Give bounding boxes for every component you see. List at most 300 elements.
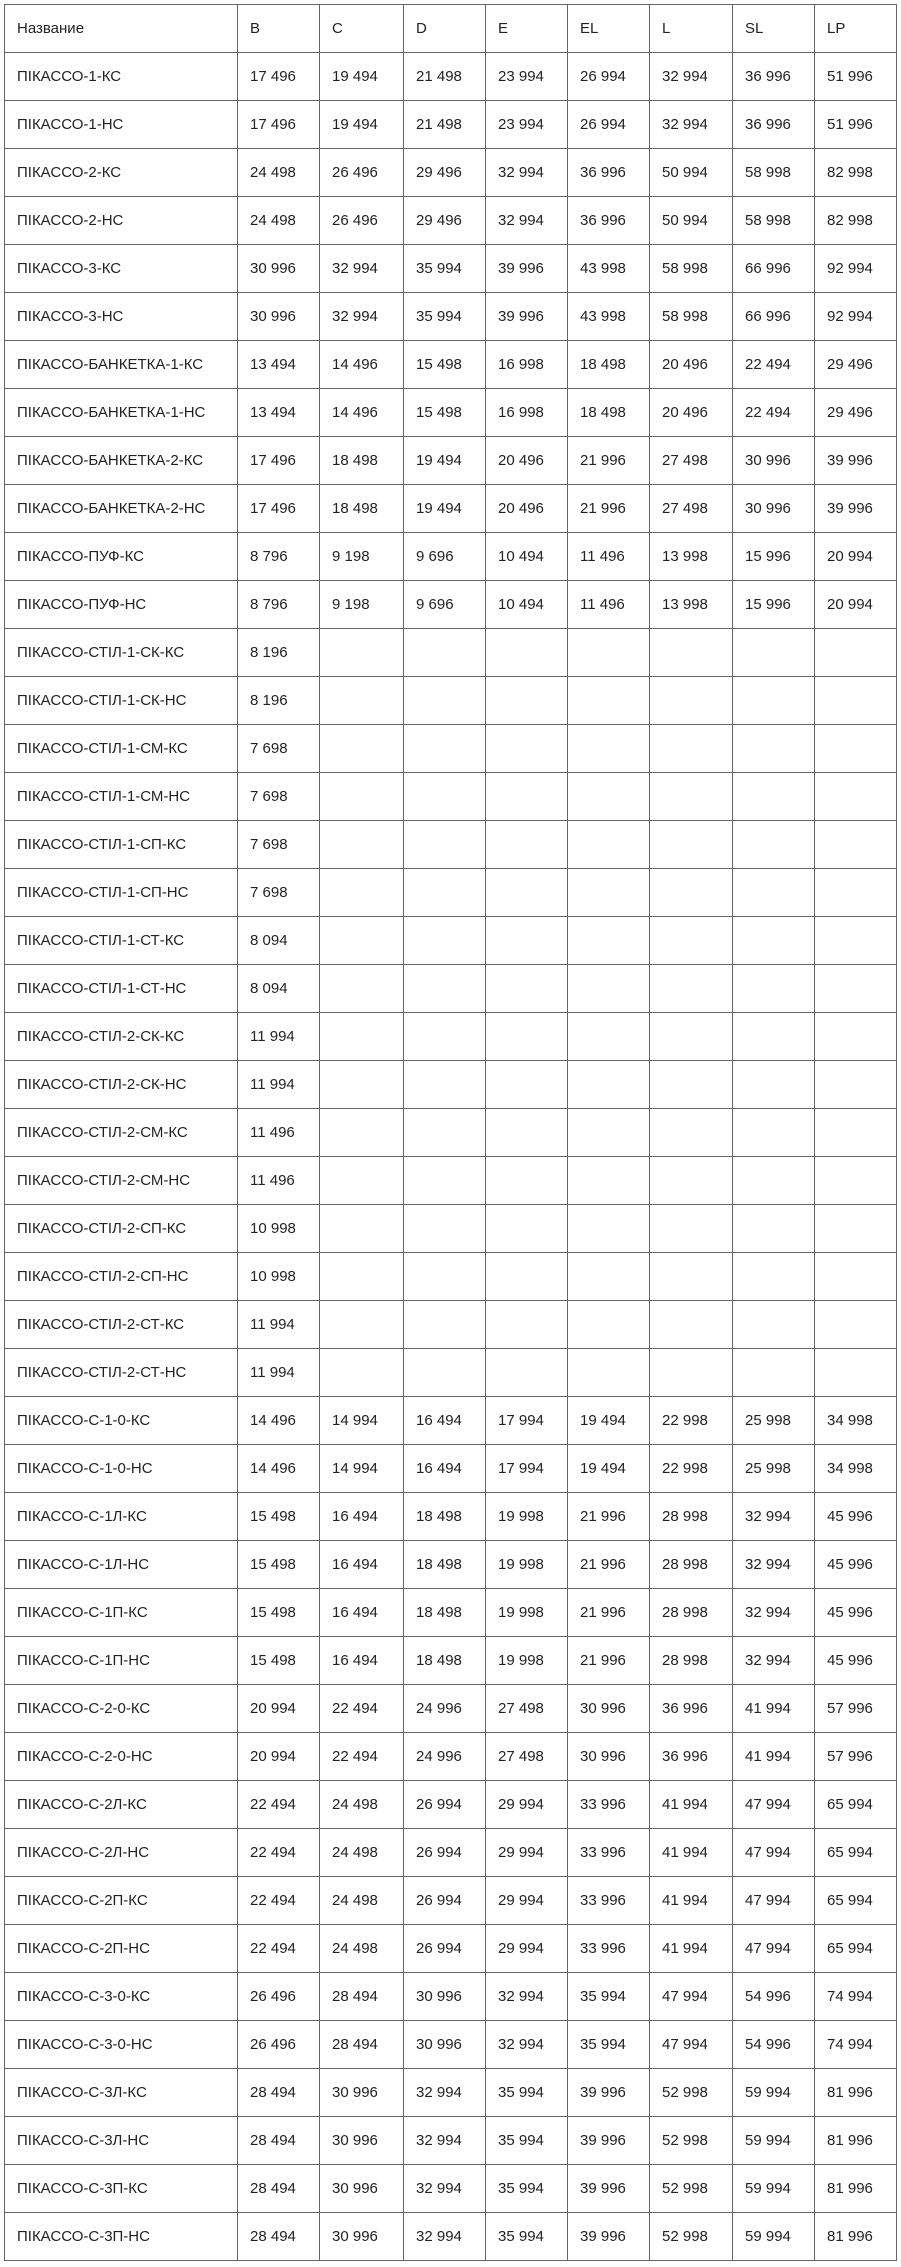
price-cell-sl — [733, 821, 815, 869]
table-row — [5, 2213, 897, 2261]
price-cell-el: 43 998 — [568, 293, 650, 341]
price-cell-e — [486, 821, 568, 869]
price-cell-c — [320, 1301, 404, 1349]
price-cell-el: 33 996 — [568, 1829, 650, 1877]
price-cell-b: 7 698 — [238, 773, 320, 821]
price-cell-b: 15 498 — [238, 1541, 320, 1589]
price-cell-d — [404, 965, 486, 1013]
price-cell-e — [486, 1013, 568, 1061]
price-cell-l — [650, 917, 733, 965]
price-cell-l — [650, 725, 733, 773]
price-cell-e: 29 994 — [486, 1829, 568, 1877]
column-header-d: D — [404, 5, 486, 53]
column-header-lp: LP — [815, 5, 897, 53]
price-cell-el: 21 996 — [568, 1493, 650, 1541]
table-row — [5, 101, 897, 149]
price-cell-el: 19 494 — [568, 1445, 650, 1493]
price-cell-c: 24 498 — [320, 1829, 404, 1877]
price-cell-el: 18 498 — [568, 341, 650, 389]
price-cell-sl — [733, 725, 815, 773]
product-name-cell: ПІКАССО-СТІЛ-2-СМ-КС — [5, 1109, 238, 1157]
price-cell-el: 21 996 — [568, 1541, 650, 1589]
price-cell-el — [568, 917, 650, 965]
price-cell-e: 29 994 — [486, 1925, 568, 1973]
price-cell-lp: 92 994 — [815, 245, 897, 293]
price-cell-b: 10 998 — [238, 1205, 320, 1253]
price-cell-d: 21 498 — [404, 53, 486, 101]
price-cell-c — [320, 821, 404, 869]
price-cell-d — [404, 917, 486, 965]
price-cell-lp: 51 996 — [815, 101, 897, 149]
product-name-cell: ПІКАССО-С-2Л-НС — [5, 1829, 238, 1877]
price-cell-e: 35 994 — [486, 2117, 568, 2165]
price-cell-lp — [815, 677, 897, 725]
price-cell-d: 21 498 — [404, 101, 486, 149]
price-cell-b: 11 496 — [238, 1157, 320, 1205]
price-cell-sl: 32 994 — [733, 1589, 815, 1637]
price-cell-l: 20 496 — [650, 389, 733, 437]
price-cell-e — [486, 1205, 568, 1253]
table-row — [5, 725, 897, 773]
price-cell-e: 32 994 — [486, 197, 568, 245]
price-cell-c: 30 996 — [320, 2069, 404, 2117]
price-cell-sl: 47 994 — [733, 1877, 815, 1925]
product-name-cell: ПІКАССО-СТІЛ-2-СМ-НС — [5, 1157, 238, 1205]
price-cell-el: 26 994 — [568, 53, 650, 101]
price-cell-d — [404, 725, 486, 773]
table-row — [5, 1829, 897, 1877]
price-cell-d: 16 494 — [404, 1445, 486, 1493]
price-cell-b: 13 494 — [238, 341, 320, 389]
table-row — [5, 197, 897, 245]
price-cell-l — [650, 1349, 733, 1397]
price-cell-c — [320, 725, 404, 773]
price-cell-sl: 59 994 — [733, 2165, 815, 2213]
price-cell-d: 26 994 — [404, 1781, 486, 1829]
price-cell-l — [650, 1157, 733, 1205]
product-name-cell: ПІКАССО-С-1Л-НС — [5, 1541, 238, 1589]
price-cell-sl: 41 994 — [733, 1685, 815, 1733]
price-cell-l: 50 994 — [650, 197, 733, 245]
price-cell-lp: 20 994 — [815, 533, 897, 581]
table-row — [5, 533, 897, 581]
price-cell-d — [404, 773, 486, 821]
price-cell-sl: 59 994 — [733, 2213, 815, 2261]
price-cell-l — [650, 1253, 733, 1301]
price-cell-d: 19 494 — [404, 437, 486, 485]
price-cell-sl: 30 996 — [733, 485, 815, 533]
product-name-cell: ПІКАССО-СТІЛ-2-СК-КС — [5, 1013, 238, 1061]
price-cell-d: 32 994 — [404, 2117, 486, 2165]
price-cell-e: 35 994 — [486, 2069, 568, 2117]
product-name-cell: ПІКАССО-2-НС — [5, 197, 238, 245]
price-cell-c — [320, 773, 404, 821]
price-cell-sl — [733, 965, 815, 1013]
price-cell-b: 15 498 — [238, 1637, 320, 1685]
price-cell-lp: 65 994 — [815, 1877, 897, 1925]
price-cell-c: 28 494 — [320, 1973, 404, 2021]
price-cell-c — [320, 917, 404, 965]
product-name-cell: ПІКАССО-СТІЛ-1-СП-НС — [5, 869, 238, 917]
price-cell-c: 19 494 — [320, 101, 404, 149]
price-cell-sl — [733, 773, 815, 821]
product-name-cell: ПІКАССО-ПУФ-НС — [5, 581, 238, 629]
price-cell-c: 32 994 — [320, 245, 404, 293]
table-row — [5, 1061, 897, 1109]
price-cell-b: 14 496 — [238, 1445, 320, 1493]
price-cell-c: 32 994 — [320, 293, 404, 341]
price-cell-lp — [815, 1013, 897, 1061]
price-cell-e: 17 994 — [486, 1397, 568, 1445]
price-cell-lp: 45 996 — [815, 1637, 897, 1685]
product-name-cell: ПІКАССО-С-1-0-НС — [5, 1445, 238, 1493]
price-cell-el: 33 996 — [568, 1781, 650, 1829]
price-cell-l: 52 998 — [650, 2213, 733, 2261]
price-cell-b: 28 494 — [238, 2213, 320, 2261]
table-row — [5, 1781, 897, 1829]
price-cell-lp — [815, 1109, 897, 1157]
price-cell-c — [320, 1109, 404, 1157]
price-cell-el: 39 996 — [568, 2165, 650, 2213]
price-cell-lp: 45 996 — [815, 1589, 897, 1637]
price-cell-b: 8 796 — [238, 581, 320, 629]
table-row — [5, 53, 897, 101]
price-cell-d — [404, 869, 486, 917]
product-name-cell: ПІКАССО-3-НС — [5, 293, 238, 341]
price-cell-b: 22 494 — [238, 1925, 320, 1973]
price-cell-sl — [733, 917, 815, 965]
table-row — [5, 1541, 897, 1589]
price-cell-l: 52 998 — [650, 2165, 733, 2213]
price-cell-e: 29 994 — [486, 1781, 568, 1829]
price-cell-sl: 25 998 — [733, 1445, 815, 1493]
price-cell-e: 10 494 — [486, 581, 568, 629]
table-row — [5, 1589, 897, 1637]
price-cell-d: 19 494 — [404, 485, 486, 533]
price-cell-b: 20 994 — [238, 1733, 320, 1781]
price-cell-b: 28 494 — [238, 2069, 320, 2117]
product-name-cell: ПІКАССО-СТІЛ-2-СП-НС — [5, 1253, 238, 1301]
price-cell-c: 24 498 — [320, 1877, 404, 1925]
price-cell-c: 24 498 — [320, 1781, 404, 1829]
price-cell-d: 24 996 — [404, 1733, 486, 1781]
price-cell-l: 41 994 — [650, 1829, 733, 1877]
product-name-cell: ПІКАССО-СТІЛ-1-СТ-КС — [5, 917, 238, 965]
price-cell-l — [650, 1013, 733, 1061]
price-cell-lp — [815, 1349, 897, 1397]
price-cell-sl: 59 994 — [733, 2117, 815, 2165]
price-cell-lp: 65 994 — [815, 1829, 897, 1877]
price-cell-c — [320, 1349, 404, 1397]
product-name-cell: ПІКАССО-С-1П-КС — [5, 1589, 238, 1637]
price-cell-lp: 82 998 — [815, 197, 897, 245]
price-cell-l: 52 998 — [650, 2069, 733, 2117]
table-row — [5, 1157, 897, 1205]
price-cell-c: 28 494 — [320, 2021, 404, 2069]
table-row — [5, 1637, 897, 1685]
table-row — [5, 485, 897, 533]
price-cell-c — [320, 1013, 404, 1061]
price-cell-sl: 15 996 — [733, 533, 815, 581]
price-cell-b: 11 994 — [238, 1061, 320, 1109]
price-cell-sl: 58 998 — [733, 197, 815, 245]
price-cell-b: 8 196 — [238, 677, 320, 725]
table-row — [5, 245, 897, 293]
price-cell-c: 30 996 — [320, 2213, 404, 2261]
table-row — [5, 581, 897, 629]
price-cell-c: 14 994 — [320, 1445, 404, 1493]
price-cell-l: 52 998 — [650, 2117, 733, 2165]
product-name-cell: ПІКАССО-С-2П-КС — [5, 1877, 238, 1925]
price-cell-lp — [815, 1301, 897, 1349]
price-cell-el — [568, 869, 650, 917]
price-cell-sl: 41 994 — [733, 1733, 815, 1781]
price-cell-e: 19 998 — [486, 1493, 568, 1541]
price-cell-sl: 32 994 — [733, 1637, 815, 1685]
price-cell-l — [650, 821, 733, 869]
price-cell-sl: 36 996 — [733, 101, 815, 149]
table-row — [5, 1445, 897, 1493]
price-cell-l — [650, 869, 733, 917]
price-cell-l: 47 994 — [650, 2021, 733, 2069]
price-cell-d: 26 994 — [404, 1925, 486, 1973]
price-cell-c — [320, 629, 404, 677]
price-cell-sl: 66 996 — [733, 293, 815, 341]
price-cell-d: 26 994 — [404, 1877, 486, 1925]
price-cell-c: 18 498 — [320, 437, 404, 485]
price-cell-l: 50 994 — [650, 149, 733, 197]
price-cell-lp: 92 994 — [815, 293, 897, 341]
price-cell-lp: 57 996 — [815, 1733, 897, 1781]
product-name-cell: ПІКАССО-С-1Л-КС — [5, 1493, 238, 1541]
product-name-cell: ПІКАССО-1-КС — [5, 53, 238, 101]
price-cell-sl — [733, 1253, 815, 1301]
price-cell-c — [320, 1205, 404, 1253]
price-cell-el — [568, 1157, 650, 1205]
price-cell-el: 21 996 — [568, 1637, 650, 1685]
price-cell-c: 14 994 — [320, 1397, 404, 1445]
table-row — [5, 965, 897, 1013]
price-cell-c: 26 496 — [320, 197, 404, 245]
product-name-cell: ПІКАССО-С-2П-НС — [5, 1925, 238, 1973]
price-cell-e: 27 498 — [486, 1733, 568, 1781]
price-cell-d: 9 696 — [404, 533, 486, 581]
table-row — [5, 1685, 897, 1733]
product-name-cell: ПІКАССО-С-1-0-КС — [5, 1397, 238, 1445]
price-cell-el: 39 996 — [568, 2069, 650, 2117]
price-cell-b: 30 996 — [238, 245, 320, 293]
table-row — [5, 1493, 897, 1541]
price-cell-sl: 15 996 — [733, 581, 815, 629]
price-cell-el: 43 998 — [568, 245, 650, 293]
price-cell-c: 22 494 — [320, 1685, 404, 1733]
price-cell-b: 22 494 — [238, 1829, 320, 1877]
price-cell-lp — [815, 869, 897, 917]
price-cell-lp — [815, 773, 897, 821]
price-cell-b: 20 994 — [238, 1685, 320, 1733]
table-row — [5, 437, 897, 485]
price-cell-e — [486, 965, 568, 1013]
product-name-cell: ПІКАССО-С-2Л-КС — [5, 1781, 238, 1829]
price-cell-c: 16 494 — [320, 1493, 404, 1541]
column-header-e: E — [486, 5, 568, 53]
price-cell-l: 28 998 — [650, 1637, 733, 1685]
price-cell-sl — [733, 1061, 815, 1109]
price-cell-d — [404, 1253, 486, 1301]
price-cell-c: 18 498 — [320, 485, 404, 533]
price-cell-l — [650, 1061, 733, 1109]
column-header-el: EL — [568, 5, 650, 53]
price-cell-el: 33 996 — [568, 1925, 650, 1973]
price-cell-lp: 57 996 — [815, 1685, 897, 1733]
price-cell-e — [486, 1061, 568, 1109]
price-cell-d — [404, 1013, 486, 1061]
price-cell-sl: 54 996 — [733, 2021, 815, 2069]
price-cell-c: 9 198 — [320, 533, 404, 581]
price-cell-b: 7 698 — [238, 725, 320, 773]
table-row — [5, 293, 897, 341]
price-cell-b: 22 494 — [238, 1877, 320, 1925]
price-cell-d: 32 994 — [404, 2165, 486, 2213]
price-cell-lp: 81 996 — [815, 2213, 897, 2261]
price-cell-lp — [815, 1253, 897, 1301]
product-name-cell: ПІКАССО-СТІЛ-1-СТ-НС — [5, 965, 238, 1013]
price-cell-b: 24 498 — [238, 197, 320, 245]
price-cell-d — [404, 1061, 486, 1109]
price-cell-sl: 47 994 — [733, 1925, 815, 1973]
table-row — [5, 773, 897, 821]
product-name-cell: ПІКАССО-С-3П-КС — [5, 2165, 238, 2213]
price-cell-lp: 29 496 — [815, 389, 897, 437]
price-cell-b: 28 494 — [238, 2165, 320, 2213]
product-name-cell: ПІКАССО-С-2-0-НС — [5, 1733, 238, 1781]
price-cell-l — [650, 773, 733, 821]
price-cell-sl — [733, 1157, 815, 1205]
table-header — [5, 5, 897, 53]
price-cell-sl: 36 996 — [733, 53, 815, 101]
price-cell-c: 30 996 — [320, 2165, 404, 2213]
price-cell-e: 23 994 — [486, 101, 568, 149]
price-cell-b: 15 498 — [238, 1493, 320, 1541]
price-cell-sl: 22 494 — [733, 341, 815, 389]
price-cell-lp: 74 994 — [815, 1973, 897, 2021]
price-cell-sl — [733, 869, 815, 917]
price-cell-e — [486, 629, 568, 677]
table-row — [5, 821, 897, 869]
price-cell-l — [650, 1205, 733, 1253]
price-cell-l — [650, 1301, 733, 1349]
price-cell-d: 26 994 — [404, 1829, 486, 1877]
product-name-cell: ПІКАССО-БАНКЕТКА-1-НС — [5, 389, 238, 437]
table-row — [5, 1925, 897, 1973]
price-cell-c: 24 498 — [320, 1925, 404, 1973]
price-cell-el: 11 496 — [568, 581, 650, 629]
price-cell-b: 26 496 — [238, 2021, 320, 2069]
price-cell-sl: 59 994 — [733, 2069, 815, 2117]
price-cell-l: 28 998 — [650, 1493, 733, 1541]
price-cell-b: 15 498 — [238, 1589, 320, 1637]
product-name-cell: ПІКАССО-БАНКЕТКА-2-КС — [5, 437, 238, 485]
price-cell-el: 21 996 — [568, 1589, 650, 1637]
price-cell-el — [568, 1109, 650, 1157]
price-cell-c: 30 996 — [320, 2117, 404, 2165]
product-name-cell: ПІКАССО-СТІЛ-2-СТ-НС — [5, 1349, 238, 1397]
price-cell-d — [404, 1301, 486, 1349]
price-cell-e: 16 998 — [486, 389, 568, 437]
product-name-cell: ПІКАССО-С-3-0-НС — [5, 2021, 238, 2069]
product-name-cell: ПІКАССО-3-КС — [5, 245, 238, 293]
price-cell-e — [486, 725, 568, 773]
price-cell-l: 28 998 — [650, 1541, 733, 1589]
price-cell-l — [650, 1109, 733, 1157]
price-cell-sl: 66 996 — [733, 245, 815, 293]
table-row — [5, 2117, 897, 2165]
price-cell-b: 30 996 — [238, 293, 320, 341]
price-cell-d: 24 996 — [404, 1685, 486, 1733]
price-cell-c — [320, 677, 404, 725]
price-cell-lp — [815, 917, 897, 965]
price-cell-b: 17 496 — [238, 101, 320, 149]
table-row — [5, 1877, 897, 1925]
table-row — [5, 2021, 897, 2069]
price-cell-d: 29 496 — [404, 149, 486, 197]
price-cell-lp: 34 998 — [815, 1397, 897, 1445]
price-cell-sl: 32 994 — [733, 1541, 815, 1589]
price-cell-e: 35 994 — [486, 2213, 568, 2261]
price-cell-el: 39 996 — [568, 2117, 650, 2165]
price-cell-e: 35 994 — [486, 2165, 568, 2213]
price-cell-l: 41 994 — [650, 1781, 733, 1829]
price-cell-d: 32 994 — [404, 2213, 486, 2261]
product-name-cell: ПІКАССО-СТІЛ-2-СК-НС — [5, 1061, 238, 1109]
price-cell-d — [404, 677, 486, 725]
header-row — [5, 5, 897, 53]
price-cell-lp: 65 994 — [815, 1781, 897, 1829]
price-cell-el — [568, 1349, 650, 1397]
price-cell-el: 21 996 — [568, 485, 650, 533]
price-cell-l: 58 998 — [650, 245, 733, 293]
price-cell-el: 33 996 — [568, 1877, 650, 1925]
price-cell-e: 27 498 — [486, 1685, 568, 1733]
price-cell-c: 22 494 — [320, 1733, 404, 1781]
price-cell-d: 18 498 — [404, 1589, 486, 1637]
price-cell-e: 16 998 — [486, 341, 568, 389]
price-cell-sl — [733, 1109, 815, 1157]
price-cell-e: 19 998 — [486, 1541, 568, 1589]
price-cell-lp — [815, 1157, 897, 1205]
price-cell-b: 11 994 — [238, 1349, 320, 1397]
price-cell-sl: 32 994 — [733, 1493, 815, 1541]
table-row — [5, 2165, 897, 2213]
price-cell-b: 8 196 — [238, 629, 320, 677]
price-cell-el — [568, 965, 650, 1013]
price-cell-c: 9 198 — [320, 581, 404, 629]
price-cell-lp — [815, 821, 897, 869]
price-cell-e: 19 998 — [486, 1589, 568, 1637]
price-cell-b: 10 998 — [238, 1253, 320, 1301]
price-cell-el: 36 996 — [568, 197, 650, 245]
price-cell-l: 47 994 — [650, 1973, 733, 2021]
price-cell-l: 36 996 — [650, 1733, 733, 1781]
price-cell-d: 30 996 — [404, 2021, 486, 2069]
price-cell-el: 39 996 — [568, 2213, 650, 2261]
table-row — [5, 1205, 897, 1253]
price-cell-e: 39 996 — [486, 245, 568, 293]
price-cell-b: 8 094 — [238, 965, 320, 1013]
price-cell-d — [404, 629, 486, 677]
price-cell-el — [568, 725, 650, 773]
product-name-cell: ПІКАССО-2-КС — [5, 149, 238, 197]
